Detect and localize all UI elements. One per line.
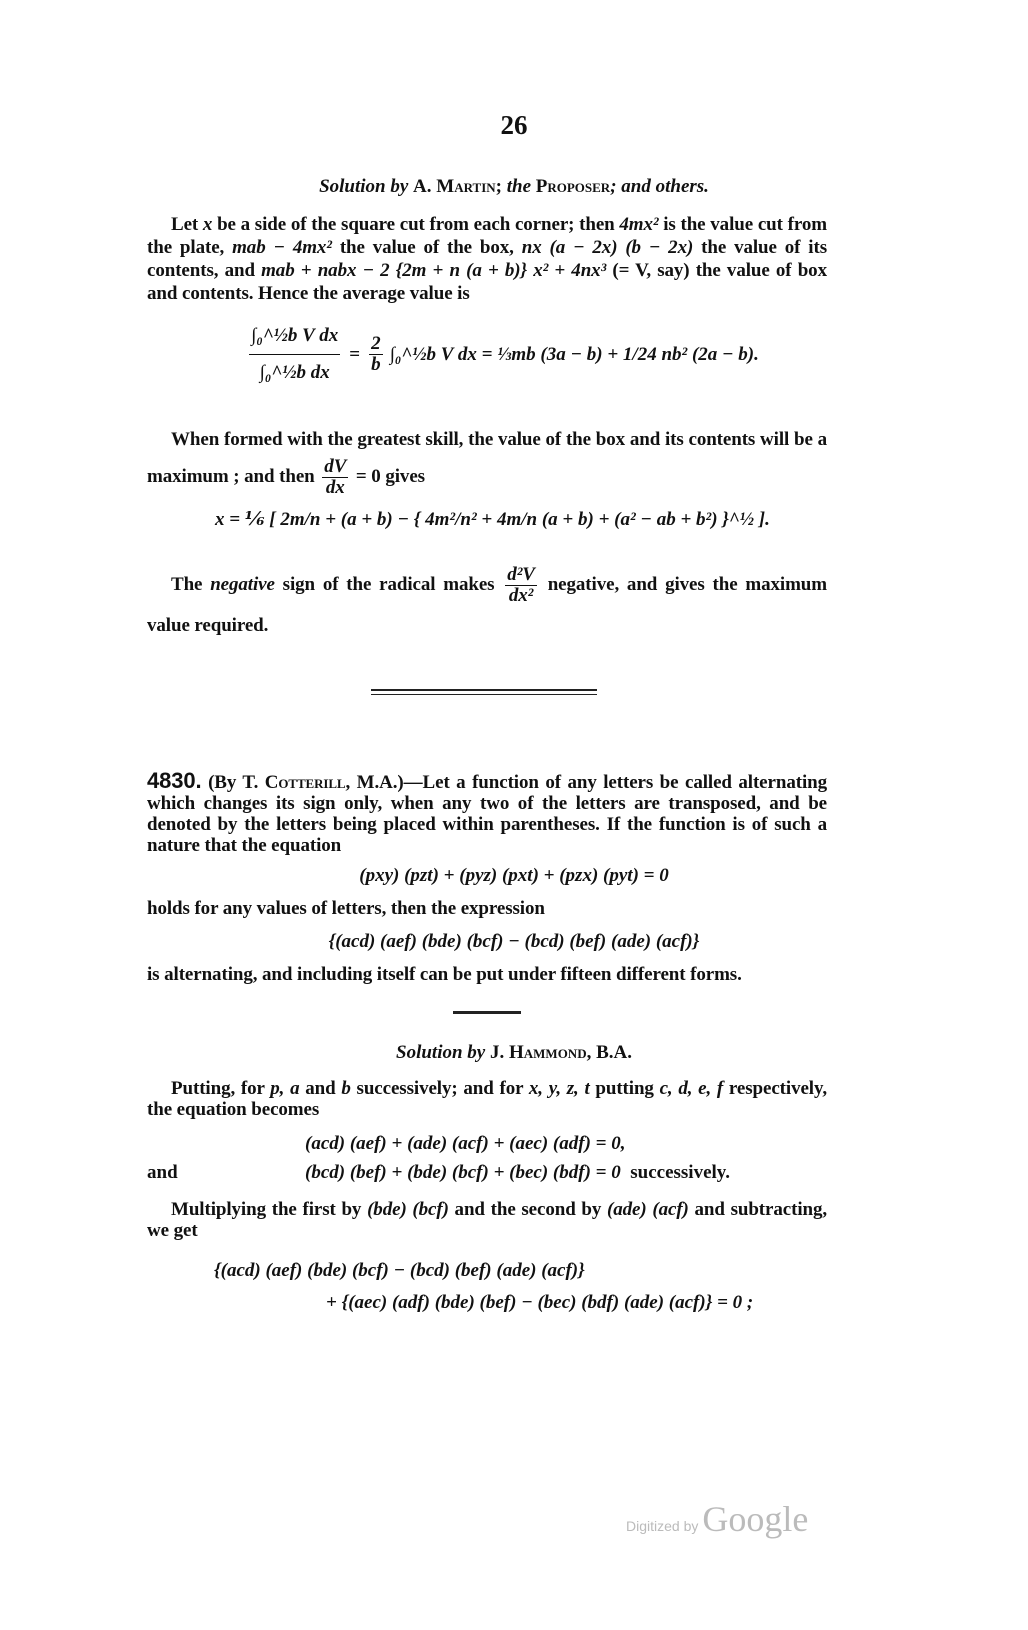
text: Let [171,214,203,235]
problem-equation-2: {(acd) (aef) (bde) (bcf) − (bcd) (bef) (ade) (acf)} [328,931,700,952]
heading-end: ; and others. [610,176,709,197]
heading-author: J. Hammond [489,1042,587,1063]
math: mab + nabx − 2 {2m + n (a + b)} x² + 4nx³ [261,260,607,281]
text: and subtracting, we get [147,1199,828,1241]
frac-den: dx [325,477,345,498]
solution-equation-2 [305,1162,730,1184]
emphasis: negative [210,574,275,595]
text: and the second by [448,1199,608,1220]
heading-pre: Solution by [319,176,409,197]
text: When formed with the greatest skill, the value of the box and its contents will be a maximum ; and then [147,429,827,487]
equation-x-solution: x = ⅙ [ 2m/n + (a + b) − { 4m²/n² + 4m/n (a + b) + (a² − ab + b²) }^½ ]. [215,509,770,530]
text: The [171,574,211,595]
google-watermark [626,1498,808,1540]
math: nx (a − 2x) (b − 2x) [521,237,694,258]
eq1-denominator: ∫₀^½b dx [259,362,330,383]
heading-author: A. Martin [413,176,496,197]
heading-end: , B.A. [586,1042,632,1063]
heading-sep: ; [495,176,502,197]
math: x [202,214,213,235]
text: = 0 gives [351,465,425,487]
text: respectively, the equation becomes [147,1078,827,1120]
text: sign of the radical makes [274,574,503,595]
problem-author: Cotterill [264,772,346,793]
text: and [299,1078,342,1099]
text: successively; and for [350,1078,529,1099]
math: (bde) (bcf) [367,1199,449,1220]
text: the value of its contents, and [147,237,827,281]
solution-equation-3-line-2: + {(aec) (adf) (bde) (bef) − (bec) (bdf) (ade) (acf)} = 0 ; [326,1292,754,1313]
heading-proposer: Proposer [535,176,611,197]
eq1-mid-denominator: b [371,354,381,375]
math: (ade) (acf) [607,1199,689,1220]
problem-4830 [147,770,827,856]
text: , M.A.)—Let a function of any letters be called alternating which changes its sign only, when any two of the letters are transposed, and be denoted by the letters being placed within parentheses. If the function is of such a nature that the equation [147,772,827,856]
watermark-prefix: Digitized by [626,1518,699,1534]
solution-equation-1: (acd) (aef) + (ade) (acf) + (aec) (adf) = 0, [305,1133,626,1154]
eq1-rhs: ∫₀^½b V dx = ⅓mb (3a − b) + 1/24 nb² (2a − b). [389,343,759,365]
text: Multiplying the first by [171,1199,368,1220]
frac-num: dV [324,456,347,477]
google-logo: Google [702,1499,809,1539]
text: is the value cut from the plate, [147,214,827,258]
problem-text: is alternating, and including itself can be put under fifteen different forms. [147,964,742,985]
math: 4mx² [619,214,664,235]
math: (bcd) (bef) + (bde) (bcf) + (bec) (bdf) = 0 [305,1162,621,1183]
page-number: 26 [500,110,528,140]
solution-heading-martin [0,176,1028,198]
text: Putting, for [171,1078,271,1099]
eq1-mid-numerator: 2 [371,333,381,354]
problem-number: 4830. [147,768,202,793]
paragraph-maximum [147,423,827,498]
text: (= V, say) the value of box and contents. Hence the average value is [147,260,827,304]
text: (By T. [201,772,265,793]
heading-pre: Solution by [396,1042,486,1063]
and-label: and [147,1162,178,1183]
paragraph-putting [147,1078,827,1120]
text: putting [589,1078,660,1099]
math: x, y, z, t [528,1078,590,1099]
section-divider [371,694,597,695]
math: mab − 4mx² [232,237,332,258]
section-divider [371,689,597,691]
text: negative, and gives the maximum value required. [147,574,827,637]
frac-num: d²V [507,564,535,586]
paragraph-multiplying [147,1199,827,1241]
math: c, d, e, f [659,1078,724,1099]
eq1-numerator: ∫₀^½b V dx [249,318,340,355]
text: successively. [630,1162,730,1183]
paragraph-negative [147,565,827,646]
problem-equation-1: (pxy) (pzt) + (pyz) (pxt) + (pzx) (pyt) = 0 [359,865,669,886]
solution-heading-hammond [0,1042,1028,1064]
frac-den: dx² [508,585,534,607]
heading-the: the [506,176,531,197]
text: the value of the box, [331,237,522,258]
text: be a side of the square cut from each corner; then [212,214,620,235]
paragraph-setup [147,213,827,305]
short-divider [453,1011,521,1014]
equation-average-value: $\frac{\text{∫₀\textasciicircum{}½b V dx}}{\text{∫₀\textasciicircum{}½b dx}}$ = $\frac{2}{b}$ ∫₀^½b V dx = ⅓mb (3a − b) + 1/24 nb² (2a − b). [246,318,759,391]
problem-text: holds for any values of letters, then the expression [147,898,545,919]
math: b [341,1078,351,1099]
solution-equation-3-line-1: {(acd) (aef) (bde) (bcf) − (bcd) (bef) (ade) (acf)} [214,1260,585,1281]
math: p, a [270,1078,300,1099]
